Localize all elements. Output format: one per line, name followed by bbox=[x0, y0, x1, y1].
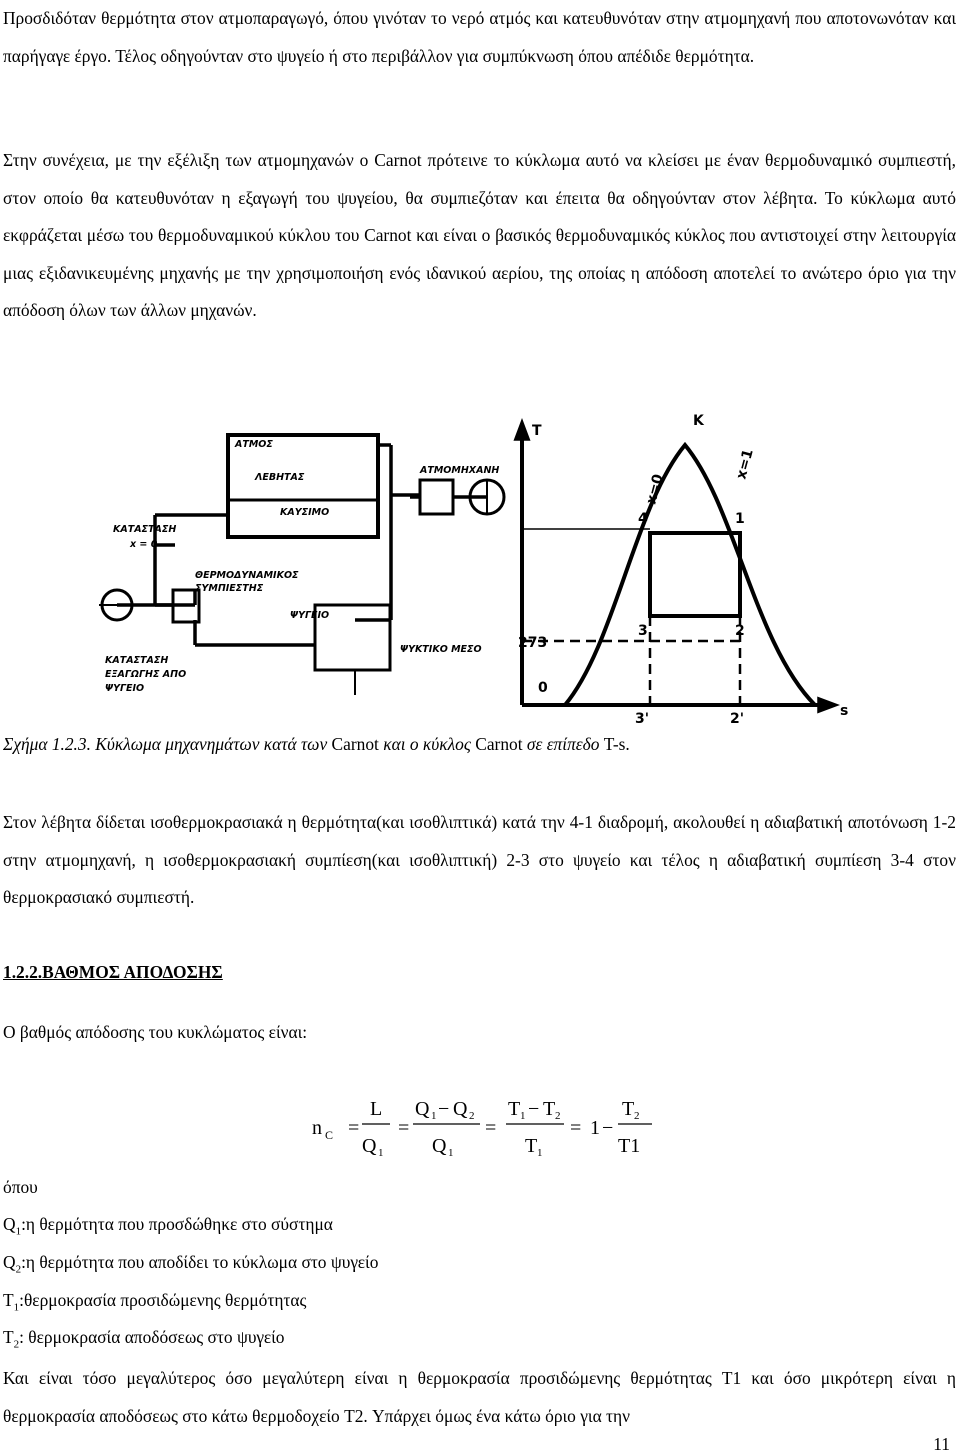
ts-label-x1: x=1 bbox=[733, 447, 757, 482]
label-x0: x = 0 bbox=[130, 539, 158, 550]
svg-text:=: = bbox=[348, 1117, 360, 1139]
paragraph-carnot-proposal: Στην συνέχεια, με την εξέλιξη των ατμομηχανών ο Carnot πρότεινε το κύκλωμα αυτό να κλείσει με έναν θερμοδυναμικό συμπιεστή, στον οποίο θα κατευθυνόταν η εξαγωγή του ψυγείου, θα συμπιεζόταν και έπειτα θα οδηγούνταν στον λέβητα. Το κύκλωμα αυτό εκφράζεται μέσω του θερμοδυναμικού κύκλου του Carnot και είναι ο βασικός θερμοδυναμικός κύκλος που αντιστοιχεί στην λειτουργία μιας εξιδανικευμένης μηχανής με την χρησιμοποιήση ενός ιδανικού αερίου, της οποίας η απόδοση αποτελεί το ανώτερο όριο για την απόδοση όλων των άλλων μηχανών. bbox=[3, 150, 956, 321]
svg-text:T: T bbox=[525, 1135, 538, 1157]
def-q2: $Q_2:\eta$ θερμότητα που αποδίδει το κύκλωμα στο ψυγείο bbox=[3, 1252, 379, 1276]
def-t2: $T_2$: θερμοκρασία αποδόσεως στο ψυγείο bbox=[3, 1327, 285, 1351]
svg-text:Q: Q bbox=[453, 1098, 468, 1120]
svg-text:−: − bbox=[602, 1117, 614, 1139]
ts-label-0: 0 bbox=[538, 680, 548, 696]
paragraph-cycle-description: Στον λέβητα δίδεται ισοθερμοκρασιακά η θερμότητα(και ισοθλιπτικά) κατά την 4-1 διαδρομή, ακολουθεί η αδιαβατική αποτόνωση 1-2 στην ατμομηχανή, η ισοθερμοκρασιακή συμπίεση(και ισοθλιπτική) 2-3 στο ψυγείο και τέλος η αδιαβατική συμπίεση 3-4 στον θερμοκρασιακό συμπιεστή. bbox=[3, 812, 956, 908]
def-t1: $T_1:\theta\varepsilon\rho\mu o\kappa\rho\alpha\sigma ί\alpha$ προσιδώμενης θερμότητας bbox=[3, 1290, 307, 1314]
label-thermo-1: ΘΕΡΜΟΔΥΝΑΜΙΚΟΣ bbox=[195, 570, 299, 581]
svg-text:T1: T1 bbox=[618, 1135, 641, 1157]
ts-label-k: K bbox=[693, 413, 704, 429]
engine-box bbox=[420, 480, 453, 514]
svg-text:L: L bbox=[370, 1098, 383, 1120]
svg-text:T: T bbox=[622, 1098, 635, 1120]
ts-label-273: 273 bbox=[518, 635, 548, 651]
page-number: 11 bbox=[933, 1434, 950, 1454]
label-katastasi: ΚΑΤΑΣΤΑΣΗ bbox=[113, 524, 177, 535]
svg-text:1: 1 bbox=[378, 1147, 384, 1159]
label-psygeio: ΨΥΓΕΙΟ bbox=[290, 610, 330, 621]
svg-text:n: n bbox=[312, 1117, 322, 1139]
svg-text:Q: Q bbox=[362, 1135, 377, 1157]
svg-text:1: 1 bbox=[537, 1147, 543, 1159]
svg-text:T: T bbox=[508, 1098, 521, 1120]
svg-text:=: = bbox=[570, 1117, 582, 1139]
ts-label-1: 1 bbox=[735, 511, 745, 527]
ts-label-4: 4 bbox=[638, 511, 648, 527]
ts-label-t: T bbox=[532, 423, 542, 439]
svg-text:1: 1 bbox=[520, 1110, 526, 1122]
def-q1: $Q_1:\eta$ θερμότητα που προσδώθηκε στο σύστημα bbox=[3, 1214, 333, 1238]
efficiency-formula bbox=[300, 1090, 670, 1160]
efficiency-intro: Ο βαθμός απόδοσης του κυκλώματος είναι: bbox=[3, 1022, 308, 1042]
svg-text:2: 2 bbox=[469, 1110, 475, 1122]
section-heading: 1.2.2.ΒΑΘΜΟΣ ΑΠΟΔΟΣΗΣ bbox=[3, 962, 223, 982]
label-levitas: ΛΕΒΗΤΑΣ bbox=[255, 472, 305, 483]
label-katastasi-2b: ΕΞΑΓΩΓΗΣ ΑΠΟ bbox=[105, 669, 187, 680]
label-thermo-2: ΣΥΜΠΙΕΣΤΗΣ bbox=[195, 583, 264, 594]
svg-text:−: − bbox=[438, 1098, 450, 1120]
label-kausimo: ΚΑΥΣΙΜΟ bbox=[280, 507, 330, 518]
cycle-rect bbox=[650, 533, 740, 616]
ts-label-2prime: 2' bbox=[730, 711, 745, 725]
svg-text:T: T bbox=[543, 1098, 556, 1120]
paragraph-intro-steam: Προσδιδόταν θερμότητα στον ατμοπαραγωγό, όπου γινόταν το νερό ατμός και κατευθυνόταν στην ατμομηχανή που αποτονωνόταν και παρήγαγε έργο. Τέλος οδηγούνταν στο ψυγείο ή στο περιβάλλον για συμπύκνωση όπου απέδιδε θερμότητα. bbox=[3, 8, 956, 66]
paragraph-conclusion: Και είναι τόσο μεγαλύτερος όσο μεγαλύτερη είναι η θερμοκρασία προσιδώμενης θερμότητας T1 και όσο μικρότερη είναι η θερμοκρασία αποδόσεως στο κάτω θερμοδοχείο T2. Υπάρχει όμως ένα κάτω όριο για την bbox=[3, 1368, 956, 1426]
svg-text:Q: Q bbox=[432, 1135, 447, 1157]
ts-label-s: s bbox=[840, 703, 849, 719]
svg-text:=: = bbox=[398, 1117, 410, 1139]
figure-carnot bbox=[95, 405, 960, 725]
svg-text:1: 1 bbox=[431, 1110, 437, 1122]
boiler-box bbox=[228, 435, 378, 537]
svg-text:1: 1 bbox=[448, 1147, 454, 1159]
saturation-dome bbox=[565, 445, 815, 705]
label-atmos: ΑΤΜΟΣ bbox=[235, 439, 273, 450]
opou-label: όπου bbox=[3, 1177, 38, 1197]
figure-caption: Σχήμα 1.2.3. Κύκλωμα μηχανημάτων κατά των Carnot και ο κύκλος Carnot σε επίπεδο T-s. bbox=[3, 734, 630, 754]
svg-text:Q: Q bbox=[415, 1098, 430, 1120]
label-psyktiko: ΨΥΚΤΙΚΟ ΜΕΣΟ bbox=[400, 644, 482, 655]
svg-text:=: = bbox=[485, 1117, 497, 1139]
ts-diagram bbox=[516, 413, 848, 725]
svg-text:C: C bbox=[325, 1128, 334, 1142]
label-atmomichani: ΑΤΜΟΜΗΧΑΝΗ bbox=[420, 465, 500, 476]
svg-text:−: − bbox=[528, 1098, 540, 1120]
label-katastasi-2c: ΨΥΓΕΙΟ bbox=[105, 683, 145, 694]
label-katastasi-2a: ΚΑΤΑΣΤΑΣΗ bbox=[105, 655, 169, 666]
ts-label-3: 3 bbox=[638, 623, 648, 639]
ts-label-3prime: 3' bbox=[635, 711, 650, 725]
svg-text:1: 1 bbox=[590, 1117, 600, 1139]
ts-label-x0: x=0 bbox=[643, 472, 667, 507]
ts-label-2: 2 bbox=[735, 623, 745, 639]
svg-text:2: 2 bbox=[634, 1110, 640, 1122]
svg-text:2: 2 bbox=[555, 1110, 561, 1122]
circuit-diagram bbox=[99, 435, 504, 695]
